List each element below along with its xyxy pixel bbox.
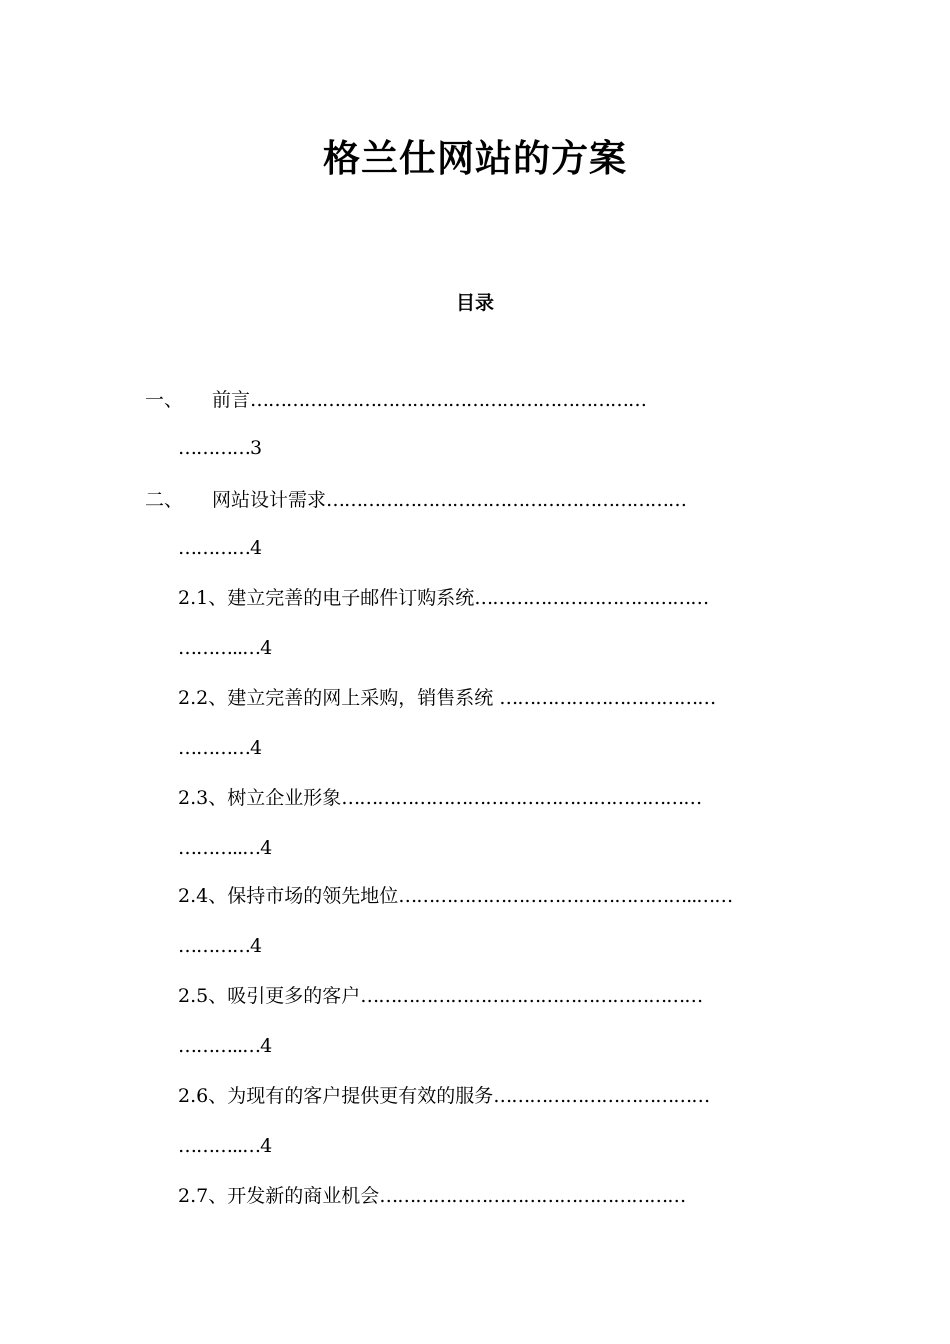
document-title: 格兰仕网站的方案	[323, 137, 627, 180]
toc-leader: …………	[178, 537, 250, 559]
toc-entry-2-1[interactable]	[178, 586, 708, 610]
toc-leader: ………………………………	[493, 1085, 710, 1107]
toc-leader: ………………………………	[499, 687, 716, 709]
toc-page-number: 4	[250, 935, 263, 957]
toc-leader: ………..…	[178, 1135, 261, 1157]
toc-entry-text: 2.6、为现有的客户提供更有效的服务	[178, 1085, 494, 1107]
toc-entry-2-5-cont	[178, 1034, 272, 1058]
toc-entry-2-2[interactable]	[178, 686, 715, 710]
toc-entry-2-4-cont	[178, 934, 262, 958]
toc-leader: ………..…	[178, 837, 261, 859]
toc-entry-text: 2.5、吸引更多的客户	[178, 985, 361, 1007]
toc-leader: …………………………………	[474, 587, 709, 609]
toc-entry-2-cont	[178, 536, 262, 560]
toc-entry-2-1-cont	[178, 636, 272, 660]
toc-entry-2-3-cont	[178, 836, 272, 860]
toc-heading: 目录	[455, 292, 494, 314]
toc-entry-text: 2.1、建立完善的电子邮件订购系统	[178, 587, 475, 609]
toc-entry-text: 2.7、开发新的商业机会	[178, 1185, 380, 1207]
toc-entry-1-cont	[178, 436, 262, 460]
toc-entry-text: 前言	[212, 389, 251, 411]
toc-leader: …………	[178, 737, 250, 759]
toc-page-number: 4	[260, 637, 273, 659]
toc-leader: …………………………………………..……	[398, 885, 733, 907]
toc-entry-2-2-cont	[178, 736, 262, 760]
toc-entry-text: 2.3、树立企业形象	[178, 787, 342, 809]
toc-leader: ………..…	[178, 637, 261, 659]
toc-leader: ……………………………………………………	[326, 489, 687, 511]
toc-leader: …………………………………………………	[360, 985, 703, 1007]
toc-leader: ……………………………………………………	[341, 787, 702, 809]
toc-entry-2-6-cont	[178, 1134, 272, 1158]
toc-entry-2-7[interactable]	[178, 1184, 685, 1208]
toc-entry-2-5[interactable]	[178, 984, 702, 1008]
toc-page-number: 4	[260, 1135, 273, 1157]
toc-page-number: 4	[250, 537, 263, 559]
toc-entry-text: 2.2、建立完善的网上采购，销售系统	[178, 687, 500, 709]
toc-entry-number: 一、	[145, 389, 184, 411]
toc-entry-number: 二、	[145, 489, 184, 511]
toc-entry-text: 2.4、保持市场的领先地位	[178, 885, 399, 907]
toc-page-number: 4	[260, 1035, 273, 1057]
toc-page-number: 3	[250, 437, 263, 459]
toc-leader: ……………………………………………	[379, 1185, 686, 1207]
toc-entry-2-3[interactable]	[178, 786, 701, 810]
toc-leader: …………	[178, 935, 250, 957]
toc-page-number: 4	[250, 737, 263, 759]
toc-page-number: 4	[260, 837, 273, 859]
toc-entry-2-4[interactable]	[178, 884, 732, 908]
toc-leader: ………..…	[178, 1035, 261, 1057]
toc-leader: …………………………………………………………	[250, 389, 647, 411]
toc-entry-text: 网站设计需求	[212, 489, 327, 511]
toc-leader: …………	[178, 437, 250, 459]
toc-entry-2-6[interactable]	[178, 1084, 709, 1108]
